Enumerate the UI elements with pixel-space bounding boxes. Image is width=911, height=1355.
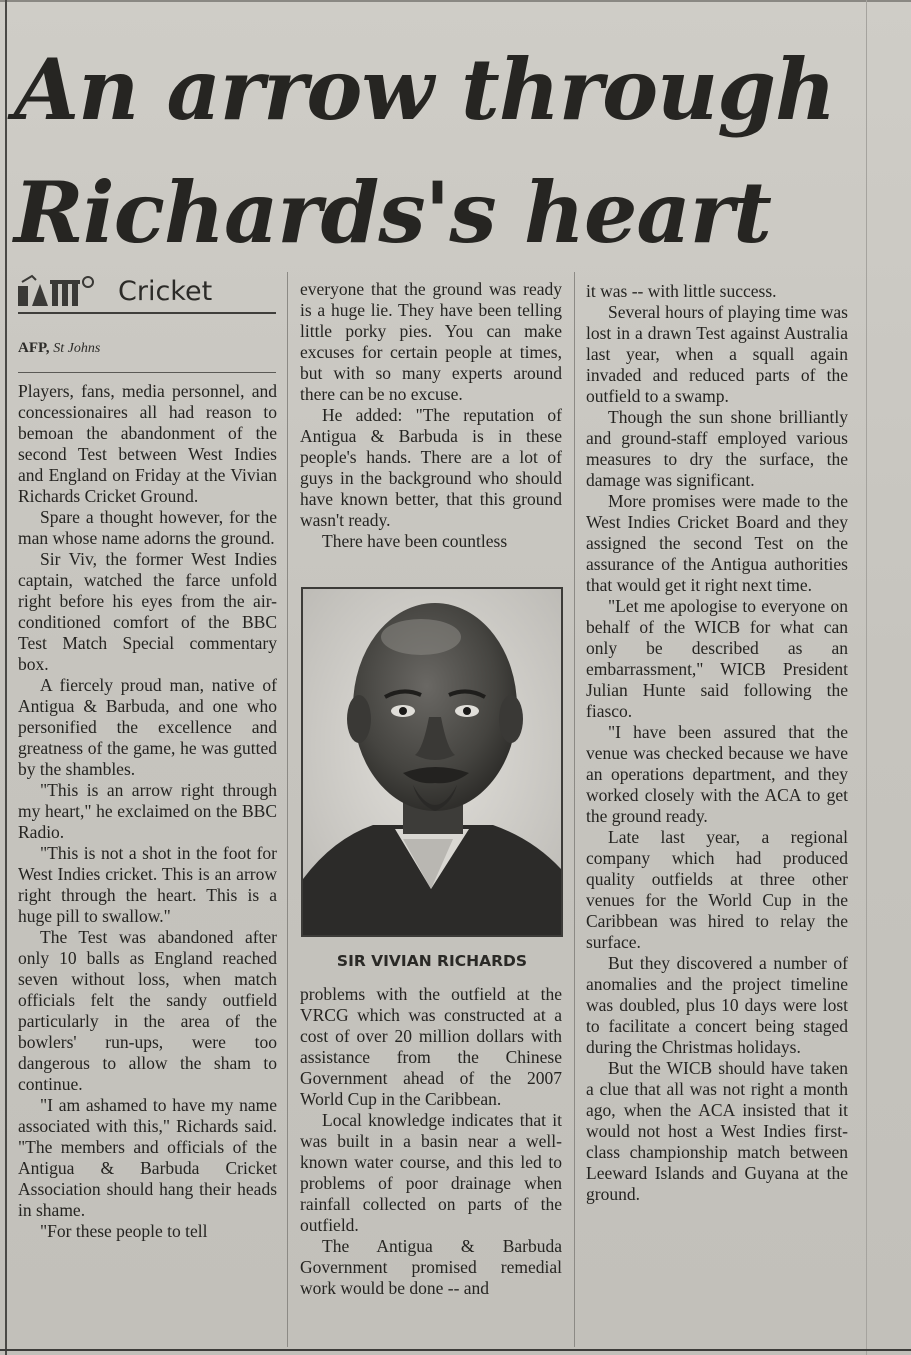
article-paragraph: The Antigua & Barbuda Government promised remedial work would be done -- and — [300, 1236, 562, 1298]
article-column-2-bottom — [300, 984, 562, 1299]
column-separator — [287, 272, 288, 1347]
section-header — [18, 268, 276, 318]
article-paragraph: "Let me apologise to everyone on behalf of the WICB for what can only be described as an embarrassment," WICB President Julian Hunte said following the fiasco. — [586, 596, 848, 721]
article-paragraph: The Test was abandoned after only 10 balls as England reached seven without loss, when match officials felt the sandy outfield particularly in the area of the bowlers' run-ups, were too dangerous to allow the sham to continue. — [18, 927, 277, 1094]
article-paragraph: He added: "The reputation of Antigua & Barbuda is in these people's hands. There are a lot of guys in the background who should have known better, that this ground wasn't ready. — [300, 405, 562, 530]
bottom-rule — [0, 1349, 911, 1351]
right-edge-rule — [866, 0, 867, 1355]
headline-line-2: Richards's heart — [14, 163, 771, 262]
left-column-rule — [5, 0, 7, 1355]
headline — [14, 28, 864, 274]
top-rule — [0, 0, 911, 2]
article-paragraph: it was -- with little success. — [586, 281, 777, 301]
article-paragraph: But the WICB should have taken a clue that all was not right a month ago, when the ACA insisted that it would not host a West Indies first-class championship match between Leeward Islands and Guyana at the ground. — [586, 1058, 848, 1204]
article-paragraph: Sir Viv, the former West Indies captain, watched the farce unfold right before his eyes from the air-conditioned comfort of the BBC Test Match Special commentary box. — [18, 549, 277, 674]
article-paragraph: everyone that the ground was ready is a huge lie. They have been telling little porky pies. You can make excuses for certain people at times, but with so many experts around there can be no excuse. — [300, 279, 562, 404]
article-column-1 — [18, 381, 277, 1242]
article-paragraph: Though the sun shone brilliantly and ground-staff employed various measures to dry the surface, the damage was significant. — [586, 407, 848, 490]
article-paragraph: There have been countless — [322, 531, 508, 551]
article-paragraph: More promises were made to the West Indies Cricket Board and they assigned the second Test on the assurance of the Antigua authorities that would get it right next time. — [586, 491, 848, 595]
article-paragraph: Several hours of playing time was lost in a drawn Test against Australia last year, when a squall again invaded and reduced parts of the outfield to a swamp. — [586, 302, 848, 406]
column-separator — [574, 272, 575, 1347]
byline-rule — [18, 372, 276, 373]
article-paragraph: "For these people to tell — [40, 1221, 208, 1241]
article-paragraph: "This is not a shot in the foot for West Indies cricket. This is an arrow right through the heart. This is a huge pill to swallow." — [18, 843, 277, 926]
byline-place: St Johns — [53, 341, 101, 356]
article-paragraph: "I am ashamed to have my name associated with this," Richards said. "The members and officials of the Antigua & Barbuda Cricket Association should hang their heads in shame. — [18, 1095, 277, 1220]
article-paragraph: But they discovered a number of anomalies and the project timeline was doubled, plus 10 days were lost to facilitate a concert being staged during the Christmas holidays. — [586, 953, 848, 1057]
byline-agency: AFP, — [18, 340, 50, 356]
article-paragraph: A fiercely proud man, native of Antigua & Barbuda, and one who personified the excellence and greatness of the game, he was gutted by the shambles. — [18, 675, 277, 779]
cricket-logo-icon — [18, 274, 96, 308]
article-column-3 — [586, 281, 848, 1205]
article-paragraph: Late last year, a regional company which had produced quality outfields at three other venues for the World Cup in the Caribbean was hired to relay the surface. — [586, 827, 848, 952]
portrait-photo — [301, 587, 563, 937]
byline — [18, 340, 100, 357]
article-paragraph: "I have been assured that the venue was checked because we have an operations department, and they worked closely with the ACA to get the ground ready. — [586, 722, 848, 826]
article-paragraph: problems with the outfield at the VRCG which was constructed at a cost of over 20 million dollars with assistance from the Chinese Government ahead of the 2007 World Cup in the Caribbean. — [300, 984, 562, 1109]
portrait-image — [303, 589, 561, 935]
article-paragraph: Spare a thought however, for the man whose name adorns the ground. — [18, 507, 277, 548]
article-paragraph: Local knowledge indicates that it was built in a basin near a well-known water course, and this led to problems of poor drainage when rainfall collected on parts of the outfield. — [300, 1110, 562, 1235]
photo-caption: SIR VIVIAN RICHARDS — [336, 952, 528, 970]
section-label: Cricket — [118, 276, 213, 307]
section-rule — [18, 312, 276, 314]
article-paragraph: Players, fans, media personnel, and concessionaires all had reason to bemoan the abandonment of the second Test between West Indies and England on Friday at the Vivian Richards Cricket Ground. — [18, 381, 277, 506]
article-paragraph: "This is an arrow right through my heart," he exclaimed on the BBC Radio. — [18, 780, 277, 842]
article-column-2-top — [300, 279, 562, 552]
headline-line-1: An arrow through — [14, 40, 836, 139]
